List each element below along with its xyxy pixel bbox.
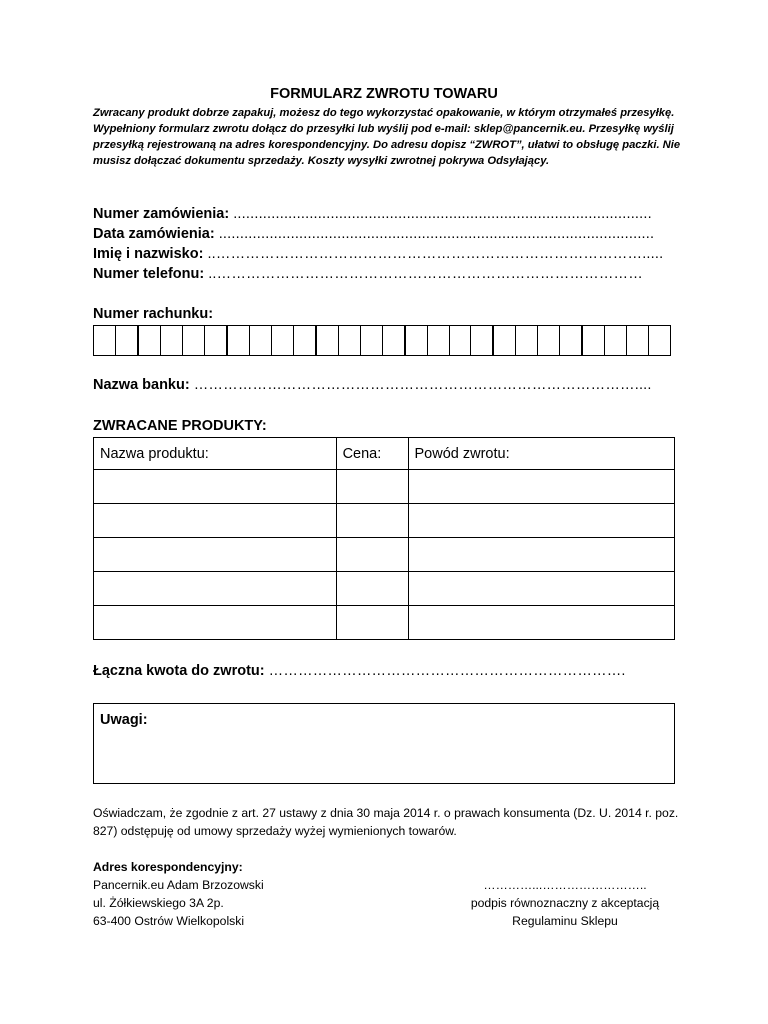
phone-label: Numer telefonu: bbox=[93, 266, 205, 282]
product-name-cell[interactable] bbox=[94, 606, 337, 640]
account-digit-box[interactable] bbox=[183, 326, 205, 355]
signature-block bbox=[440, 876, 690, 930]
signature-caption-1: podpis równoznaczny z akceptacją bbox=[470, 896, 660, 910]
form-title: FORMULARZ ZWROTU TOWARU bbox=[270, 86, 498, 102]
table-row bbox=[94, 572, 675, 606]
product-name-cell[interactable] bbox=[94, 538, 337, 572]
account-digit-box[interactable] bbox=[161, 326, 183, 355]
phone-blank[interactable]: ..…………………………………………………………………………… bbox=[208, 266, 643, 282]
account-number-label: Numer rachunku: bbox=[93, 306, 214, 322]
price-cell[interactable] bbox=[336, 538, 408, 572]
address-heading: Adres korespondencyjny: bbox=[93, 860, 243, 874]
account-digit-box[interactable] bbox=[294, 326, 317, 355]
account-digit-box[interactable] bbox=[228, 326, 250, 355]
product-name-header: Nazwa produktu: bbox=[94, 438, 337, 470]
account-digit-box[interactable] bbox=[361, 326, 383, 355]
address-line-2: ul. Żółkiewskiego 3A 2p. bbox=[93, 896, 224, 910]
account-digit-box[interactable] bbox=[205, 326, 228, 355]
account-number-boxes[interactable] bbox=[93, 325, 671, 356]
address-line-3: 63-400 Ostrów Wielkopolski bbox=[93, 914, 245, 928]
account-digit-box[interactable] bbox=[627, 326, 649, 355]
price-cell[interactable] bbox=[336, 470, 408, 504]
bank-name-field[interactable] bbox=[93, 377, 652, 393]
returned-products-heading: ZWRACANE PRODUKTY: bbox=[93, 418, 267, 434]
name-blank[interactable]: ..……………………………………………………………………………..... bbox=[207, 246, 664, 262]
account-digit-box[interactable] bbox=[560, 326, 583, 355]
phone-field[interactable] bbox=[93, 266, 643, 282]
order-number-field[interactable] bbox=[93, 206, 652, 222]
order-date-label: Data zamówienia: bbox=[93, 226, 215, 242]
return-reason-cell[interactable] bbox=[408, 606, 675, 640]
order-number-blank[interactable]: ................................................................................................... bbox=[233, 206, 652, 222]
order-date-blank[interactable]: ....................................................................................................... bbox=[218, 226, 655, 242]
price-cell[interactable] bbox=[336, 504, 408, 538]
account-digit-box[interactable] bbox=[383, 326, 406, 355]
price-cell[interactable] bbox=[336, 606, 408, 640]
account-digit-box[interactable] bbox=[494, 326, 516, 355]
account-digit-box[interactable] bbox=[538, 326, 560, 355]
account-digit-box[interactable] bbox=[471, 326, 494, 355]
account-digit-box[interactable] bbox=[339, 326, 361, 355]
account-digit-box[interactable] bbox=[139, 326, 161, 355]
product-name-cell[interactable] bbox=[94, 470, 337, 504]
account-digit-box[interactable] bbox=[317, 326, 339, 355]
total-amount-field[interactable] bbox=[93, 663, 626, 679]
signature-blank[interactable]: …………...…………………….. bbox=[483, 878, 647, 892]
account-digit-box[interactable] bbox=[272, 326, 294, 355]
total-amount-blank[interactable]: ………………………………………………………………. bbox=[268, 663, 626, 679]
table-row bbox=[94, 470, 675, 504]
products-table bbox=[93, 437, 675, 640]
price-cell[interactable] bbox=[336, 572, 408, 606]
name-label: Imię i nazwisko: bbox=[93, 246, 204, 262]
order-date-field[interactable] bbox=[93, 226, 654, 242]
bank-name-label: Nazwa banku: bbox=[93, 377, 190, 393]
total-amount-label: Łączna kwota do zwrotu: bbox=[93, 663, 265, 679]
return-reason-header: Powód zwrotu: bbox=[408, 438, 675, 470]
return-reason-cell[interactable] bbox=[408, 538, 675, 572]
account-digit-box[interactable] bbox=[605, 326, 627, 355]
table-row bbox=[94, 538, 675, 572]
return-reason-cell[interactable] bbox=[408, 470, 675, 504]
name-field[interactable] bbox=[93, 246, 663, 262]
account-digit-box[interactable] bbox=[406, 326, 428, 355]
notes-box[interactable] bbox=[93, 703, 675, 784]
bank-name-blank[interactable]: ……………………………………………………………………………….... bbox=[193, 377, 652, 393]
declaration-text: Oświadczam, że zgodnie z art. 27 ustawy z dnia 30 maja 2014 r. o prawach konsumenta (Dz. U. 2014 r. poz. 827) odstępuję od umowy sprzedaży wyżej wymienionych towarów. bbox=[93, 806, 679, 838]
product-name-cell[interactable] bbox=[94, 504, 337, 538]
correspondence-address bbox=[93, 858, 264, 930]
account-digit-box[interactable] bbox=[516, 326, 538, 355]
return-reason-cell[interactable] bbox=[408, 504, 675, 538]
account-digit-box[interactable] bbox=[649, 326, 670, 355]
account-digit-box[interactable] bbox=[450, 326, 472, 355]
address-line-1: Pancernik.eu Adam Brzozowski bbox=[93, 878, 264, 892]
account-digit-box[interactable] bbox=[94, 326, 116, 355]
account-digit-box[interactable] bbox=[250, 326, 272, 355]
return-reason-cell[interactable] bbox=[408, 572, 675, 606]
price-header: Cena: bbox=[336, 438, 408, 470]
table-row bbox=[94, 504, 675, 538]
product-name-cell[interactable] bbox=[94, 572, 337, 606]
notes-label: Uwagi: bbox=[100, 712, 148, 728]
account-digit-box[interactable] bbox=[583, 326, 605, 355]
table-row bbox=[94, 606, 675, 640]
signature-caption-2: Regulaminu Sklepu bbox=[512, 914, 618, 928]
intro-text: Zwracany produkt dobrze zapakuj, możesz do tego wykorzystać opakowanie, w którym otrzymałeś przesyłkę. Wypełniony formularz zwrotu dołącz do przesyłki lub wyślij pod e-mail: sklep@pancernik.eu. Przesyłkę wyślij przesyłką rejestrowaną na adres korespondencyjny. Do adresu dopisz “ZWROT”, ułatwi to obsługę paczki. Nie musisz dołączać dokumentu sprzedaży. Koszty wysyłki zwrotnej pokrywa Odsyłający. bbox=[93, 107, 681, 167]
order-number-label: Numer zamówienia: bbox=[93, 206, 230, 222]
account-digit-box[interactable] bbox=[428, 326, 450, 355]
products-table-header bbox=[94, 438, 675, 470]
account-digit-box[interactable] bbox=[116, 326, 139, 355]
